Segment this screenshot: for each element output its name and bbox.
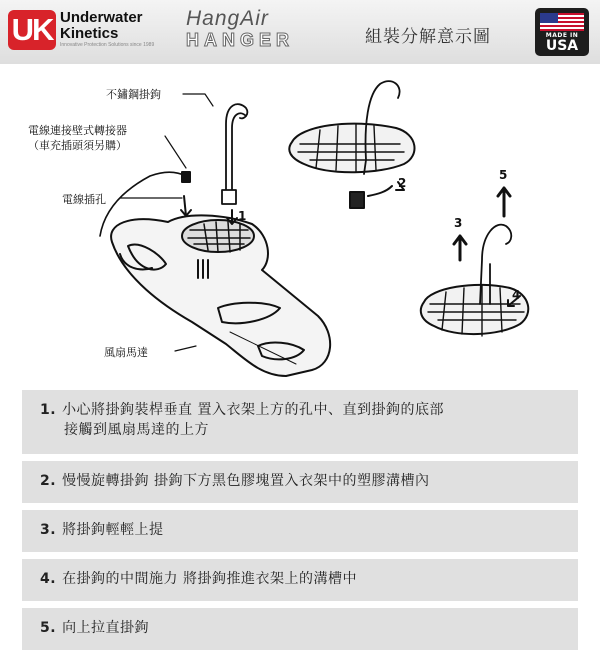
label-fan-motor: 風扇馬達 [104,346,148,359]
step-item-3 [22,510,578,552]
step-item-2 [22,461,578,503]
brand-line-2: Kinetics [60,25,119,42]
page-title: 組裝分解意示圖 [365,27,491,47]
step-number: 5. [40,620,57,636]
uk-logo: UK [8,10,56,50]
brand-name [60,10,154,49]
detail-steps-3-5-illustration [421,225,528,336]
step-text: 向上拉直掛鉤 [62,620,150,636]
label-adapter-line-2: （車充插頭須另購） [28,139,127,152]
label-steel-hook: 不鏽鋼掛鉤 [106,88,161,101]
step-text: 小心將掛鉤裝桿垂直 置入衣架上方的孔中、直到掛鉤的底部 [62,402,445,418]
product-subname: HANGER [186,30,295,50]
label-adapter-line-1: 電線連接壁式轉接器 [28,124,127,137]
instruction-steps [22,390,578,657]
brand-tagline: Innovative Protection Solutions since 1989 [60,42,155,48]
step-number: 4. [40,571,57,587]
product-name: HangAir [186,7,269,30]
assembly-illustration [0,64,600,394]
step-text-continued: 接觸到風扇馬達的上方 [64,422,209,438]
step-3-arrow [454,236,466,260]
step-text: 在掛鉤的中間施力 將掛鉤推進衣架上的溝槽中 [62,571,358,587]
made-in-usa-badge [535,8,589,56]
badge-country: USA [545,38,579,54]
usa-flag-icon [540,13,584,31]
brand-line-1: Underwater [60,9,143,26]
badge-made-in: MADE IN [545,32,579,39]
diagram-step-1: 1 [238,209,247,223]
step-number: 2. [40,473,57,489]
detail-step-2-illustration [289,81,414,208]
step-5-arrow [498,188,510,216]
step-text: 慢慢旋轉掛鉤 掛鉤下方黑色膠塊置入衣架中的塑膠溝槽內 [62,473,430,489]
diagram-step-4: 4 [512,288,521,302]
page-header [0,0,600,64]
step-number: 3. [40,522,57,538]
steel-hook-illustration [222,104,247,204]
product-logo [186,8,294,50]
step-item-4 [22,559,578,601]
step-item-5 [22,608,578,650]
step-number: 1. [40,402,57,418]
diagram-step-5: 5 [499,168,508,182]
step-text: 將掛鉤輕輕上提 [62,522,164,538]
label-cable-hole: 電線插孔 [62,193,106,206]
step-item-1 [22,390,578,454]
assembly-diagram [0,64,600,394]
diagram-step-2: 2 [398,176,407,190]
diagram-step-3: 3 [454,216,463,230]
cable-insert-arrow [181,196,191,216]
cable-plug [182,172,190,182]
